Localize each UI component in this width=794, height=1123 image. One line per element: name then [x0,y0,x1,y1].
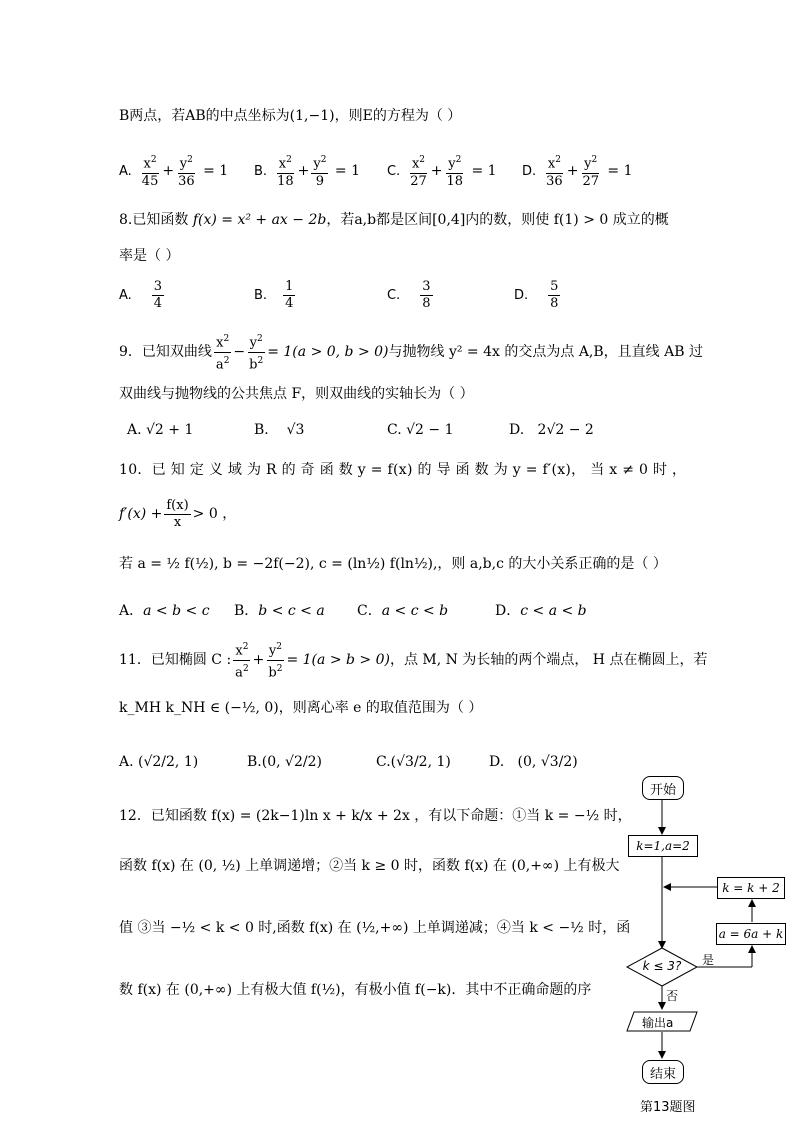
q9-stem-cont: 双曲线与抛物线的公共焦点 F，则双曲线的实轴长为（ ） [119,386,474,402]
q7-option-b: B. $\frac{x^2}{18}$ + $\frac{y^2}{9}$ = 1 [254,148,360,194]
flowchart-update: a = 6a + k [716,923,786,945]
flowchart-yes-label: 是 [702,953,715,967]
q10-stem: 10．已 知 定 义 域 为 R 的 奇 函 数 y = f(x) 的 导 函 数 为 y = f′(x)， 当 x ≠ 0 时 ， [119,462,687,478]
q11-option-a: A. (√2/2, 1) [119,754,199,770]
q9-option-b: B. √3 [254,422,305,438]
q8-option-b: B. $\frac{1}{4}$ [254,278,294,311]
q7-option-c: C. $\frac{x^2}{27}$ + $\frac{y^2}{18}$ = 1 [387,148,497,194]
q12-line-4: 数 f(x) 在 (0,+∞) 上有极大值 f(½)，有极小值 f(−k)．其中不正确命题的序 [119,982,592,998]
q7-option-d: D. $\frac{x^2}{36}$ + $\frac{y^2}{27}$ = 1 [522,148,633,194]
flowchart-no-label: 否 [666,989,679,1003]
q8-stem: 8.已知函数 f(x) = x² + ax − 2b，若a,b都是区间[0,4]内的数，则使 f(1) > 0 成立的概 [119,212,669,228]
q11-stem: 11． 已知椭圆 C : $\frac{x^2}{a^2}$ + $\frac{y^2}{b^2}$ = 1(a > b > 0) ，点 M, N 为长轴的两个端点， H 点在椭圆上，若 [119,640,707,680]
q8-stem-cont: 率是（ ） [119,248,180,264]
q10-option-b: B．b < c < a [234,603,325,619]
q11-option-c: C.(√3/2, 1) [376,754,451,770]
q8-option-a: A. $\frac{3}{4}$ [119,278,163,311]
q11-stem-cont: k_MH k_NH ∈ (−½, 0)，则离心率 e 的取值范围为（ ） [119,700,483,716]
q8-option-c: C. $\frac{3}{8}$ [387,278,431,311]
q11-option-d: D. (0, √3/2) [489,754,578,770]
flowchart-end: 结束 [642,1060,684,1084]
q12-line-1: 12．已知函数 f(x) = (2k−1)ln x + k/x + 2x ，有以下命题：①当 k = −½ 时， [119,808,632,824]
q10-option-a: A．a < b < c [119,603,210,619]
q12-line-2: 函数 f(x) 在 (0, ½) 上单调递增；②当 k ≥ 0 时，函数 f(x) 在 (0,+∞) 上有极大 [119,858,620,874]
flowchart-increment: k = k + 2 [717,877,785,899]
flowchart-caption: 第13题图 [640,1100,696,1115]
q10-option-c: C．a < c < b [357,603,449,619]
q7-option-a: A. $\frac{x^2}{45}$ + $\frac{y^2}{36}$ = 1 [119,148,228,194]
q9-option-d: D. 2√2 − 2 [509,422,594,438]
flowchart-condition: k ≤ 3? [642,959,682,973]
q9-stem: 9． 已知双曲线 $\frac{x^2}{a^2}$ − $\frac{y^2}{b^2}$ = 1(a > 0, b > 0) 与抛物线 y² = 4x 的交点为点 A,B，且直线 AB 过 [119,332,703,372]
flowchart-init: k=1,a=2 [628,835,698,857]
q9-option-c: C. √2 − 1 [387,422,454,438]
flowchart-output: 输出a [642,1016,674,1030]
q11-option-b: B.(0, √2/2) [247,754,322,770]
q10-definitions: 若 a = ½ f(½), b = −2f(−2), c = (ln½) f(ln½),，则 a,b,c 的大小关系正确的是（ ） [119,556,667,572]
flowchart-start: 开始 [642,776,684,800]
q8-option-d: D. $\frac{5}{8}$ [514,278,559,311]
q7-continuation: B两点，若AB的中点坐标为(1,−1)，则E的方程为（ ） [119,108,462,124]
q10-option-d: D．c < a < b [495,603,587,619]
q9-option-a: A. √2 + 1 [127,422,194,438]
q10-inequality: f′(x) + $\frac{f(x)}{x}$ > 0 ， [119,497,237,530]
q12-line-3: 值 ③当 −½ < k < 0 时,函数 f(x) 在 (½,+∞) 上单调递减；④当 k < −½ 时，函 [119,920,631,936]
